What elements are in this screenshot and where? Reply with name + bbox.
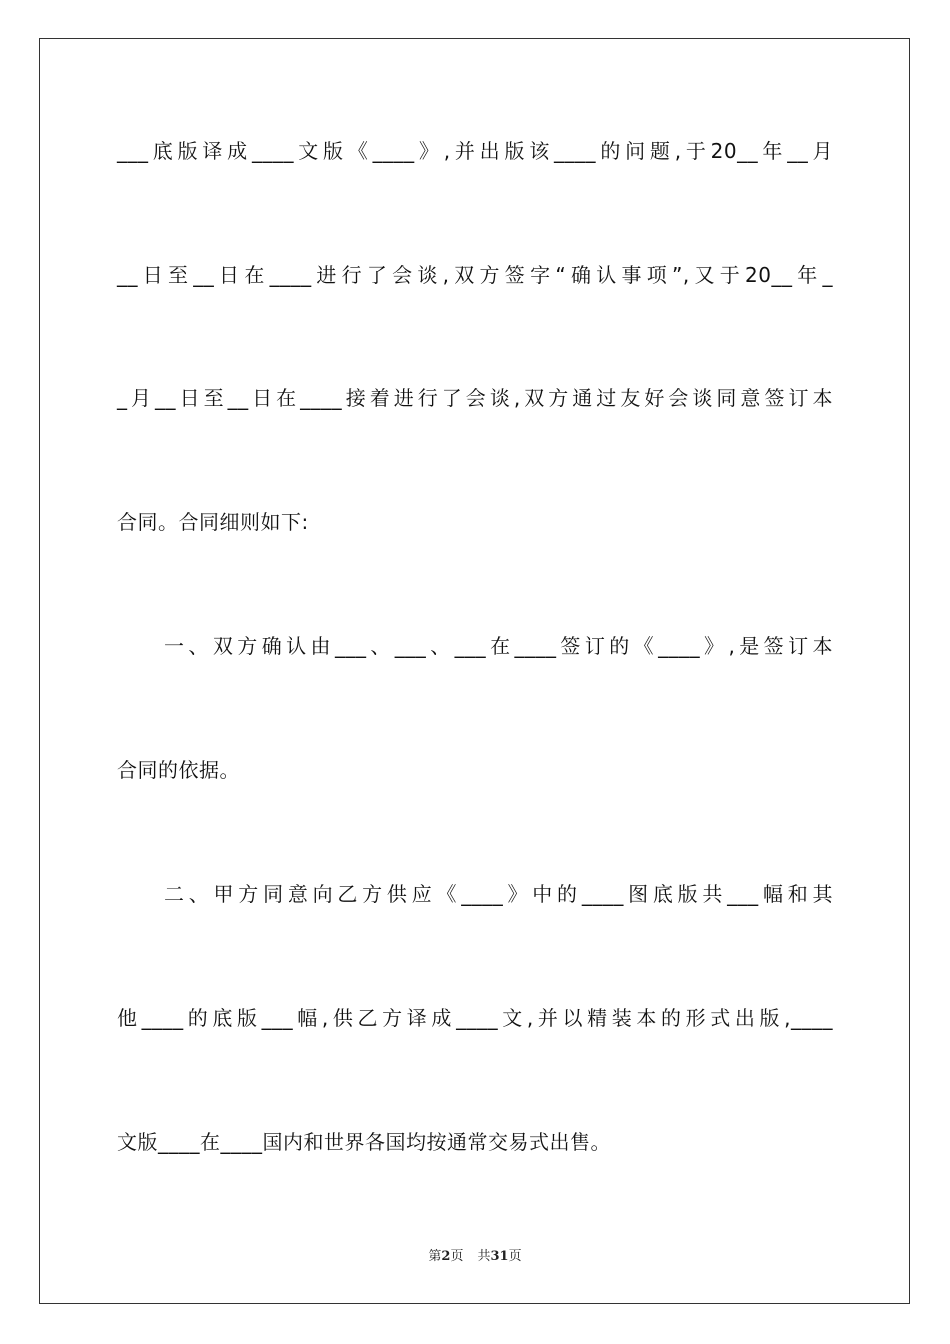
- footer-page-number: 2: [441, 1249, 451, 1264]
- text-line: __日至__日在____进行了会谈,双方签字“确认事项”,又于20__年_: [117, 263, 833, 287]
- page-footer: [0, 1248, 950, 1266]
- text-line: ___底版译成____文版《____》,并出版该____的问题,于20__年__月: [117, 139, 833, 163]
- footer-page-suffix: 页: [450, 1249, 464, 1264]
- text-line: 合同。合同细则如下:: [117, 510, 309, 534]
- footer-total-suffix: 页: [508, 1249, 522, 1264]
- text-line: 他____的底版___幅,供乙方译成____文,并以精装本的形式出版,____: [117, 1006, 833, 1030]
- text-line: 文版____在____国内和世界各国均按通常交易式出售。: [117, 1130, 611, 1154]
- footer-total-prefix: 共: [477, 1249, 491, 1264]
- clause-two-line: 二、甲方同意向乙方供应《____》中的____图底版共___幅和其: [164, 882, 833, 906]
- footer-page-prefix: 第: [428, 1249, 442, 1264]
- footer-total-pages: 31: [490, 1249, 509, 1264]
- clause-one-line: 一、双方确认由___、___、___在____签订的《____》,是签订本: [164, 634, 833, 658]
- text-line: 合同的依据。: [117, 758, 240, 782]
- page-border: [39, 38, 910, 1304]
- text-line: _月__日至__日在____接着进行了会谈,双方通过友好会谈同意签订本: [117, 386, 833, 410]
